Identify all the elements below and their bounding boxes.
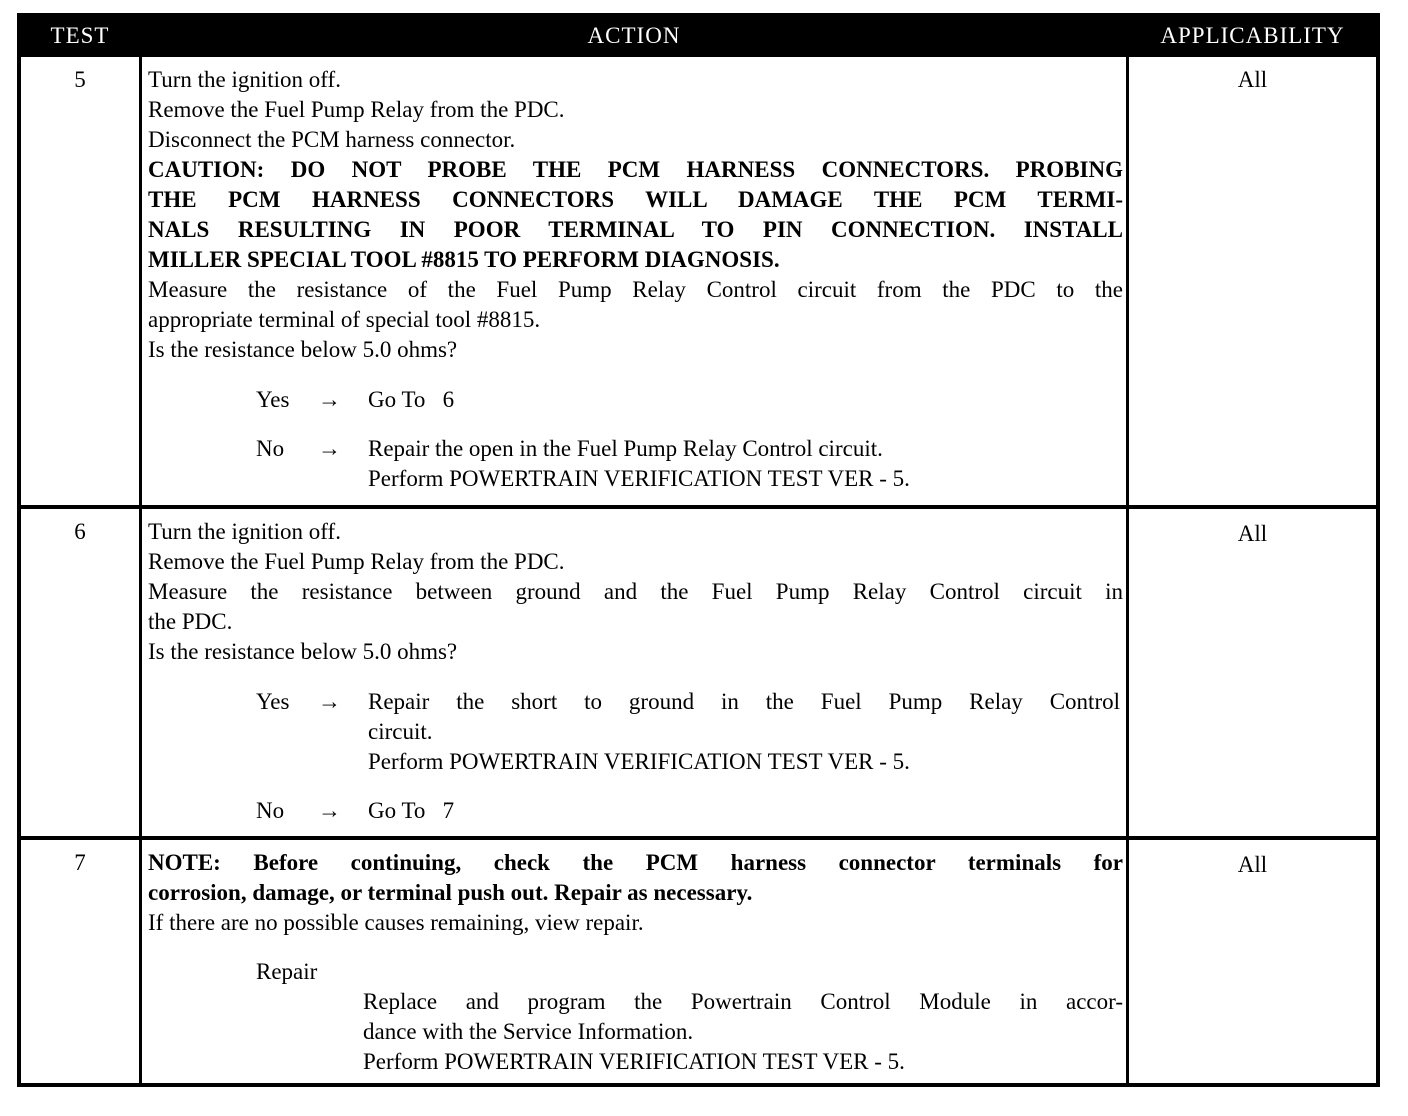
action-line: Disconnect the PCM harness connector. [148, 127, 516, 152]
action-line: Measure the resistance between ground and the Fuel Pump Relay Control circuit in [148, 579, 1123, 604]
no-result: Repair the open in the Fuel Pump Relay Control circuit. [368, 436, 883, 461]
table-row [21, 57, 1376, 509]
note-line: NOTE: Before continuing, check the PCM harness connector terminals for [148, 850, 1123, 875]
action-line: Measure the resistance of the Fuel Pump Relay Control circuit from the PDC to the [148, 277, 1123, 302]
yes-branch [148, 687, 1123, 717]
action-line: If there are no possible causes remaining, view repair. [148, 910, 644, 935]
action-line: appropriate terminal of special tool #8815. [148, 307, 541, 332]
question-line: Is the resistance below 5.0 ohms? [148, 337, 458, 362]
action-cell [148, 848, 1123, 1077]
test-number: 5 [74, 67, 86, 92]
action-cell [148, 517, 1123, 826]
repair-line: Perform POWERTRAIN VERIFICATION TEST VER - 5. [363, 1049, 905, 1074]
note-line: corrosion, damage, or terminal push out. Repair as necessary. [148, 880, 753, 905]
table-header [21, 17, 1376, 57]
applicability-value: All [1237, 852, 1268, 877]
applicability-value: All [1237, 67, 1268, 92]
no-branch [148, 796, 1123, 826]
arrow-icon: → [318, 436, 341, 461]
no-result: Perform POWERTRAIN VERIFICATION TEST VER - 5. [368, 466, 910, 491]
arrow-icon: → [318, 798, 341, 823]
repair-block [148, 987, 1123, 1077]
arrow-icon: → [318, 689, 341, 714]
caution-line: MILLER SPECIAL TOOL #8815 TO PERFORM DIAGNOSIS. [148, 247, 780, 272]
action-line: the PDC. [148, 609, 233, 634]
caution-line: THE PCM HARNESS CONNECTORS WILL DAMAGE THE PCM TERMI- [148, 187, 1123, 212]
header-applicability: APPLICABILITY [1160, 23, 1345, 48]
caution-line: NALS RESULTING IN POOR TERMINAL TO PIN CONNECTION. INSTALL [148, 217, 1123, 242]
diagnostic-table [17, 13, 1380, 1087]
repair-label: Repair [256, 959, 318, 984]
no-label: No [256, 798, 285, 823]
repair-line: Replace and program the Powertrain Control Module in accor- [363, 989, 1123, 1014]
action-line: Turn the ignition off. [148, 67, 341, 92]
caution-line: CAUTION: DO NOT PROBE THE PCM HARNESS CONNECTORS. PROBING [148, 157, 1123, 182]
table-row [21, 505, 1376, 839]
yes-branch [148, 385, 1123, 415]
yes-result: Repair the short to ground in the Fuel Pump Relay Control [368, 689, 1120, 714]
header-action: ACTION [587, 23, 681, 48]
yes-result: Go To 6 [368, 387, 455, 412]
arrow-icon: → [318, 387, 341, 412]
action-cell [148, 65, 1123, 494]
action-line: Turn the ignition off. [148, 519, 341, 544]
action-line: Remove the Fuel Pump Relay from the PDC. [148, 549, 565, 574]
no-result: Go To 7 [368, 798, 455, 823]
test-number: 7 [74, 850, 86, 875]
table-row [21, 836, 1376, 1087]
yes-label: Yes [256, 387, 290, 412]
no-branch [148, 434, 1123, 464]
yes-result: circuit. [368, 719, 433, 744]
question-line: Is the resistance below 5.0 ohms? [148, 639, 458, 664]
header-test: TEST [50, 23, 110, 48]
action-line: Remove the Fuel Pump Relay from the PDC. [148, 97, 565, 122]
test-number: 6 [74, 519, 86, 544]
applicability-value: All [1237, 521, 1268, 546]
yes-label: Yes [256, 689, 290, 714]
no-label: No [256, 436, 285, 461]
yes-result: Perform POWERTRAIN VERIFICATION TEST VER - 5. [368, 749, 910, 774]
repair-line: dance with the Service Information. [363, 1019, 694, 1044]
